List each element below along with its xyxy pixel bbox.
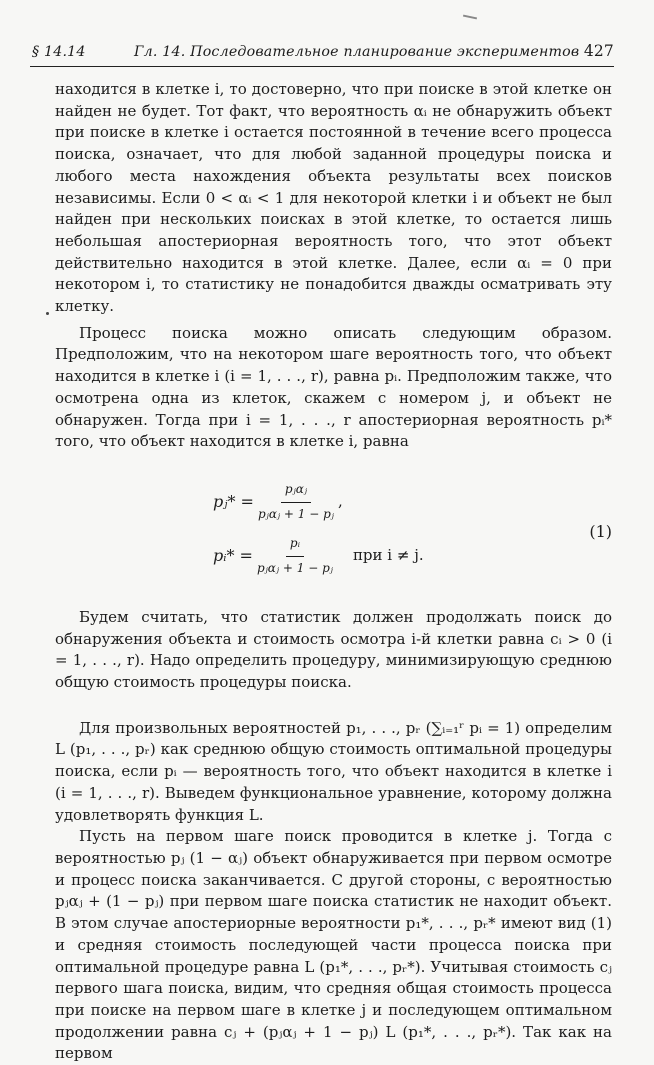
running-header xyxy=(30,42,614,67)
fraction-2 xyxy=(257,533,333,579)
formula-tail-1: , xyxy=(337,492,343,511)
paragraph-2: Процесс поиска можно описать следующим образом. Предположим, что на некотором шаге вероятность того, что объект находится в клетке i (i = 1, . . ., r), равна pᵢ. Предположим также, что осмотрена одна из клеток, скажем с номером j, и объект не обнаружен. Тогда при i = 1, . . ., r апостериорная вероятность pᵢ* того, что объект находится в клетке i, равна xyxy=(55,323,612,451)
formula-line-1 xyxy=(213,479,343,525)
fraction-2-denominator: pⱼαⱼ + 1 − pⱼ xyxy=(256,560,333,575)
fraction-1-numerator: pⱼαⱼ xyxy=(281,479,311,503)
paragraph-4: Для произвольных вероятностей p₁, . . ., pᵣ (∑ᵢ₌₁ʳ pᵢ = 1) определим L (p₁, . . ., pᵣ) как среднюю общую стоимость оптимальной процедуры поиска, если pᵢ — вероятность того, что объект находится в клетке i (i = 1, . . ., r). Выведем функциональное уравнение, которому должна удовлетворять функция L. xyxy=(55,718,612,824)
scan-dot xyxy=(46,312,49,315)
formula-tail-2: при i ≠ j. xyxy=(352,546,424,565)
page-body xyxy=(55,79,612,1065)
paragraph-5: Пусть на первом шаге поиск проводится в клетке j. Тогда с вероятностью pⱼ (1 − αⱼ) объект обнаруживается при первом осмотре и процесс поиска заканчивается. С другой стороны, с вероятностью pⱼαⱼ + (1 − pⱼ) при первом шаге поиска статистик не находит объект. В этом случае апостериорные вероятности p₁*, . . ., pᵣ* имеют вид (1) и средняя стоимость последующей части процесса поиска при оптимальной процедуре равна L (p₁*, . . ., pᵣ*). Учитывая стоимость cⱼ первого шага поиска, видим, что средняя общая стоимость процесса при поиске на первом шаге в клетке j и последующем оптимальном продолжении равна cⱼ + (pⱼαⱼ + 1 − pⱼ) L (p₁*, . . ., pᵣ*). Так как на первом xyxy=(55,827,612,1063)
fraction-2-numerator: pᵢ xyxy=(286,533,304,557)
formula-line-2 xyxy=(213,533,424,579)
formula-lhs-2: pᵢ* = xyxy=(213,546,253,566)
paragraph-1: находится в клетке i, то достоверно, что при поиске в этой клетке он найден не будет. Тот факт, что вероятность αᵢ не обнаружить объект при поиске в клетке i остается постоянной в течение всего процесса поиска, означает, что для любой заданной процедуры поиска и любого места нахождения объекта результаты всех поисков независимы. Если 0 < αᵢ < 1 для некоторой клетки i и объект не был найден при нескольких поисках в этой клетке, то остается лишь небольшая апостериорная вероятность того, что этот объект действительно находится в этой клетке. Далее, если αᵢ = 0 при некотором i, то статистику не понадобится дважды осматривать эту клетку. xyxy=(55,80,612,316)
formula-1 xyxy=(55,479,612,585)
chapter-title: Гл. 14. Последовательное планирование экспериментов xyxy=(134,44,580,60)
fraction-1-denominator: pⱼαⱼ + 1 − pⱼ xyxy=(257,506,334,521)
page-number: 427 xyxy=(583,42,614,60)
equation-number: (1) xyxy=(589,521,612,541)
fraction-1 xyxy=(258,479,334,525)
formula-lhs-1: pⱼ* = xyxy=(213,492,254,512)
paragraph-3: Будем считать, что статистик должен продолжать поиск до обнаружения объекта и стоимость осмотра i-й клетки равна cᵢ > 0 (i = 1, . . ., r). Надо определить процедуру, минимизирующую среднюю общую стоимость процедуры поиска. xyxy=(55,607,612,692)
section-number: § 14.14 xyxy=(32,44,86,60)
scan-mark xyxy=(463,15,477,20)
